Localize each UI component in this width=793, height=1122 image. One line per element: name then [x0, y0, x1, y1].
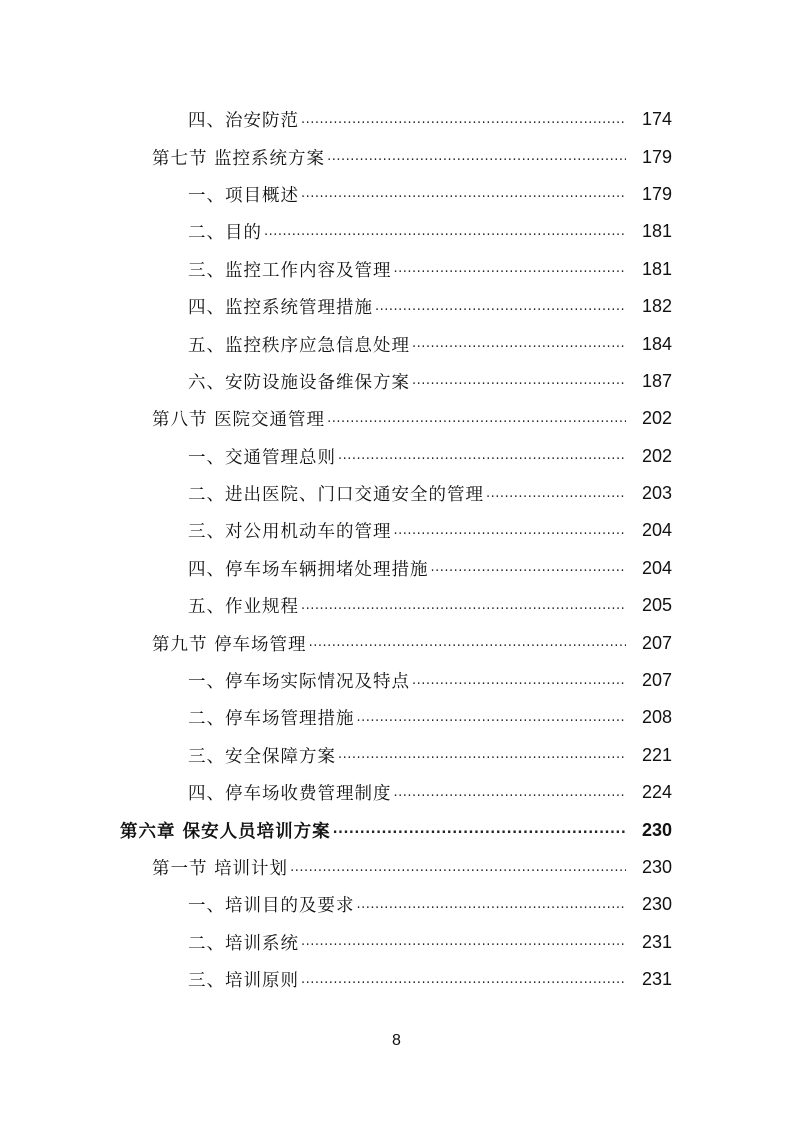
- toc-entry-title: 四、停车场收费管理制度: [188, 784, 392, 805]
- toc-entry-title: 五、作业规程: [188, 597, 299, 618]
- toc-entry-title: 第九节 停车场管理: [152, 634, 307, 655]
- dot-leader: [431, 557, 627, 579]
- toc-entry-title: 三、对公用机动车的管理: [188, 522, 392, 543]
- toc-entry-title: 五、监控秩序应急信息处理: [188, 335, 410, 356]
- dot-leader: [394, 258, 627, 280]
- dot-leader: [301, 931, 626, 953]
- toc-entry[interactable]: [0, 662, 793, 699]
- dot-leader: [333, 819, 626, 841]
- toc-entry-page: 179: [641, 146, 672, 167]
- toc-entry-page: 181: [641, 221, 672, 242]
- toc-entry-title: 一、停车场实际情况及特点: [188, 672, 410, 693]
- toc-entry-title: 二、培训系统: [188, 933, 299, 954]
- toc-entry[interactable]: [0, 363, 793, 400]
- toc-entry-title: 第八节 医院交通管理: [152, 410, 326, 431]
- toc-entry-title: 六、安防设施设备维保方案: [188, 372, 410, 393]
- dot-leader: [327, 408, 626, 430]
- toc-entry[interactable]: [0, 288, 793, 325]
- toc-entry-page: 207: [641, 670, 672, 691]
- toc-entry-page: 179: [641, 183, 672, 204]
- toc-entry-title: 一、项目概述: [188, 185, 299, 206]
- dot-leader: [357, 894, 627, 916]
- toc-entry-page: 202: [641, 445, 672, 466]
- toc-entry-page: 231: [641, 931, 672, 952]
- toc-entry[interactable]: [0, 886, 793, 923]
- table-of-contents: [0, 101, 793, 998]
- toc-entry[interactable]: [0, 251, 793, 288]
- dot-leader: [338, 744, 626, 766]
- dot-leader: [301, 595, 626, 617]
- toc-entry[interactable]: [0, 774, 793, 811]
- toc-entry-title: 一、培训目的及要求: [188, 896, 355, 917]
- dot-leader: [375, 296, 626, 318]
- toc-entry-page: 231: [641, 969, 672, 990]
- dot-leader: [290, 857, 626, 879]
- dot-leader: [327, 146, 626, 168]
- toc-entry-title: 二、目的: [188, 223, 262, 244]
- dot-leader: [486, 483, 626, 505]
- toc-entry-title: 四、停车场车辆拥堵处理措施: [188, 559, 429, 580]
- toc-entry-title: 第一节 培训计划: [152, 859, 289, 879]
- dot-leader: [264, 221, 626, 243]
- dot-leader: [357, 707, 627, 729]
- dot-leader: [309, 632, 626, 654]
- toc-entry[interactable]: [0, 138, 793, 175]
- dot-leader: [301, 109, 626, 131]
- toc-entry-page: 181: [641, 258, 672, 279]
- toc-entry-page: 204: [641, 557, 672, 578]
- toc-entry[interactable]: [0, 512, 793, 549]
- toc-entry-page: 205: [641, 595, 672, 616]
- toc-entry-page: 207: [641, 632, 672, 653]
- toc-entry[interactable]: [0, 811, 793, 848]
- dot-leader: [412, 670, 626, 692]
- toc-entry-page: 184: [641, 333, 672, 354]
- toc-entry-page: 230: [641, 857, 672, 877]
- toc-entry-title: 三、监控工作内容及管理: [188, 260, 392, 281]
- toc-entry-page: 230: [641, 819, 672, 840]
- dot-leader: [301, 969, 626, 991]
- toc-entry-title: 第六章 保安人员培训方案: [120, 821, 331, 842]
- toc-entry-title: 一、交通管理总则: [188, 447, 336, 468]
- dot-leader: [412, 370, 626, 392]
- toc-entry[interactable]: [0, 213, 793, 250]
- toc-entry-page: 230: [641, 894, 672, 915]
- toc-entry[interactable]: [0, 101, 793, 138]
- toc-entry[interactable]: [0, 961, 793, 998]
- toc-entry-title: 四、治安防范: [188, 111, 299, 132]
- toc-entry[interactable]: [0, 699, 793, 736]
- toc-entry-title: 第七节 监控系统方案: [152, 148, 326, 169]
- toc-entry[interactable]: [0, 737, 793, 774]
- toc-entry-title: 二、进出医院、门口交通安全的管理: [188, 485, 484, 506]
- toc-entry-page: 187: [641, 370, 672, 391]
- dot-leader: [394, 520, 627, 542]
- toc-entry-page: 203: [641, 483, 672, 504]
- toc-entry[interactable]: [0, 587, 793, 624]
- toc-entry-page: 174: [641, 109, 672, 130]
- toc-entry-page: 221: [641, 744, 672, 765]
- toc-entry-title: 二、停车场管理措施: [188, 709, 355, 730]
- toc-entry-title: 四、监控系统管理措施: [188, 298, 373, 319]
- dot-leader: [412, 333, 626, 355]
- toc-entry[interactable]: [0, 438, 793, 475]
- toc-entry[interactable]: [0, 475, 793, 512]
- dot-leader: [394, 782, 627, 804]
- toc-entry[interactable]: [0, 849, 793, 886]
- page-number: 8: [392, 1032, 401, 1049]
- toc-entry-title: 三、安全保障方案: [188, 746, 336, 767]
- toc-entry[interactable]: [0, 400, 793, 437]
- toc-entry[interactable]: [0, 550, 793, 587]
- toc-entry-page: 224: [641, 782, 672, 803]
- dot-leader: [301, 183, 626, 205]
- dot-leader: [338, 445, 626, 467]
- toc-entry-page: 208: [641, 707, 672, 728]
- toc-entry[interactable]: [0, 325, 793, 362]
- toc-entry-page: 182: [641, 296, 672, 317]
- toc-entry[interactable]: [0, 624, 793, 661]
- toc-entry-page: 202: [641, 408, 672, 429]
- toc-entry[interactable]: [0, 176, 793, 213]
- toc-entry[interactable]: [0, 924, 793, 961]
- toc-entry-title: 三、培训原则: [188, 971, 299, 992]
- toc-entry-page: 204: [641, 520, 672, 541]
